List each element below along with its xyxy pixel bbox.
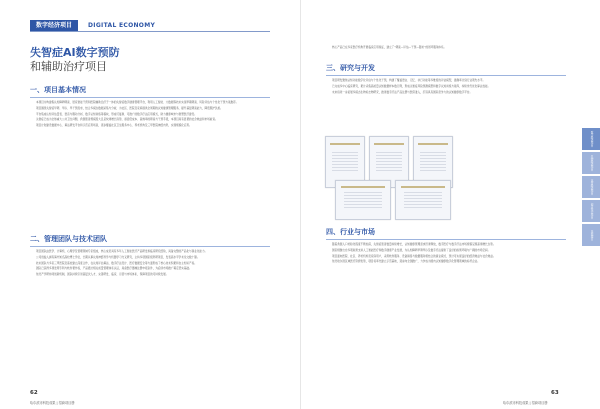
section-rnd bbox=[326, 64, 566, 96]
page-number-left: 62 bbox=[30, 390, 38, 396]
side-tab-label: 冰雪经济项目 bbox=[590, 179, 593, 195]
section-market bbox=[326, 228, 566, 266]
section-title-team: 二、管理团队与技术团队 bbox=[30, 235, 107, 243]
section-header-en: DIGITAL ECONOMY bbox=[88, 22, 156, 29]
paragraph: 依托哈尔滨区域医疗资源优势，项目将率先建立示范基地，逐步向全国推广，力争成为国内认知健康数字化管理领域的标杆企业。 bbox=[332, 260, 480, 264]
paragraph: 项目团队由医学、计算机、心理学及管理领域专家组成，核心成员具有多年人工智能医疗产品研发和临床研究经验，具备完整的产品化与商业化能力。 bbox=[36, 250, 208, 253]
side-tab-ice[interactable] bbox=[582, 176, 600, 198]
section-body-basic bbox=[30, 101, 270, 128]
section-divider bbox=[326, 75, 566, 76]
certificate-card bbox=[335, 180, 391, 220]
side-tab-digital[interactable] bbox=[582, 128, 600, 150]
side-tab-label: 其他项目 bbox=[590, 229, 593, 241]
paragraph: 项目计划建设数据中心、算法研发平台和示范应用场景，逐步覆盖社区卫生服务中心、养老机构及三甲医院神经内科，实现规模化应用。 bbox=[36, 124, 192, 128]
section-header bbox=[30, 20, 160, 31]
paragraph: 随着我国人口老龄化程度不断加深，失智症患者数量持续增长，认知健康管理需求迅速释放，数字医疗与数字疗法市场规模呈现高速增长态势。 bbox=[332, 243, 496, 246]
side-tab-label: 生物经济项目 bbox=[590, 155, 593, 171]
section-team bbox=[30, 235, 270, 279]
section-body-market bbox=[326, 243, 566, 265]
paragraph: 项目围绕失智症早筛、早诊、早干预需求，结合多模态数据采集与分析，为社区、医院及家庭提供全周期的认知健康管理服务，提升基层筛查能力，降低照护负担。 bbox=[36, 106, 223, 110]
paragraph: 项目面向医院、社区、养老机构及家庭用户，采用软件服务、设备销售与数据服务相结合的商业模式，预计可实现良好的经济效益与社会效益。 bbox=[332, 254, 496, 258]
section-body-team bbox=[30, 250, 270, 277]
section-title-market: 四、行业与市场 bbox=[326, 228, 375, 236]
side-tab-bio[interactable] bbox=[582, 152, 600, 174]
side-tab-other[interactable] bbox=[582, 224, 600, 246]
intro-text bbox=[326, 46, 566, 52]
certificates-image bbox=[325, 136, 455, 222]
paragraph: 失智症已成为全球重大公共卫生问题，我国患者规模庞大且呈快速增长趋势，亟需低成本、高效率的筛查与干预手段，本项目具有显著的社会效益和市场前景。 bbox=[36, 118, 218, 122]
paragraph: 项目研发聚焦认知功能数字化评估与个性化干预，构建了覆盖语言、记忆、执行功能等多维度的评估模型，准确率达到行业领先水平。 bbox=[332, 79, 486, 82]
paragraph: 未来将进一步拓展多模态生物标志物研究，推进数字疗法产品注册与医保准入，打造具有国际竞争力的认知健康数字平台。 bbox=[332, 90, 473, 94]
paragraph: 核心产品已在多家医疗机构开展临床应用验证，建立了“筛查—评估—干预—随访”的闭环服务体系。 bbox=[332, 46, 447, 49]
paragraph: 已完成多中心临床研究，累计采集高质量认知数据样本数万例，形成失智症风险预测模型和数字认知训练方案库，持续迭代优化算法性能。 bbox=[332, 84, 491, 88]
section-header-cn: 数字经济项目 bbox=[30, 20, 78, 31]
page-title bbox=[30, 46, 230, 74]
paragraph: 公司创始人拥有海外知名高校博士学位，长期从事认知神经科学与机器学习交叉研究，主持多项国家级科研项目，发表高水平学术论文数十篇。 bbox=[36, 255, 200, 259]
paragraph: 依托产学研协同创新机制，团队持续引进高层次人才，完善研发、临床、运营与市场体系，保障项目的可持续发展。 bbox=[36, 273, 169, 277]
footer-caption-right: 哈尔滨市科技成果 | 招商项目册 bbox=[503, 401, 548, 405]
page-number-right: 63 bbox=[551, 390, 559, 396]
paragraph: 本项目为构建集认知障碍筛查、居家智能干预和医院辅助治疗于一体的失智症数字健康管理平台，利用人工智能、大数据等技术实现早期筛查、风险评估与个性化干预方案推荐。 bbox=[36, 101, 239, 104]
paragraph: 平台集成认知评估量表、语音与眼动分析、数字认知训练等模块，形成可复制、可推广的数字疗法应用模式，助力健康城市与智慧医疗建设。 bbox=[36, 112, 197, 116]
paragraph: 技术团队与多家三甲医院及高校建立深度合作，在认知评估算法、数字疗法设计、医疗数据安全等方面形成了核心技术积累和自主知识产权。 bbox=[36, 261, 197, 265]
section-title-rnd: 三、研究与开发 bbox=[326, 64, 375, 72]
paragraph: 国家相继出台多项政策支持人工智能医疗和数字健康产业发展，为认知障碍早筛早诊及数字疗法提供了良好的政策环境与广阔的市场空间。 bbox=[332, 248, 491, 252]
section-body-rnd bbox=[326, 79, 566, 95]
certificate-card bbox=[395, 180, 451, 220]
page-title-line2: 和辅助治疗项目 bbox=[30, 60, 107, 73]
side-tab-label: 创意设计项目 bbox=[590, 203, 593, 219]
section-basic-info bbox=[30, 86, 270, 130]
section-divider bbox=[326, 239, 566, 240]
page-title-line1: 失智症AI数字预防 bbox=[30, 46, 120, 59]
side-tab-design[interactable] bbox=[582, 200, 600, 222]
section-title-basic: 一、项目基本情况 bbox=[30, 86, 86, 94]
section-divider bbox=[30, 97, 270, 98]
footer-caption-left: 哈尔滨市科技成果 | 招商项目册 bbox=[30, 401, 75, 405]
section-divider bbox=[30, 246, 270, 247]
header-divider bbox=[30, 31, 270, 32]
side-tab-label: 数字经济项目 bbox=[590, 131, 593, 147]
paragraph: 团队已获得多项发明专利与软件著作权，产品通过相关质量管理体系认证，具备医疗器械注册申报条件，为后续市场推广奠定坚实基础。 bbox=[36, 267, 192, 271]
